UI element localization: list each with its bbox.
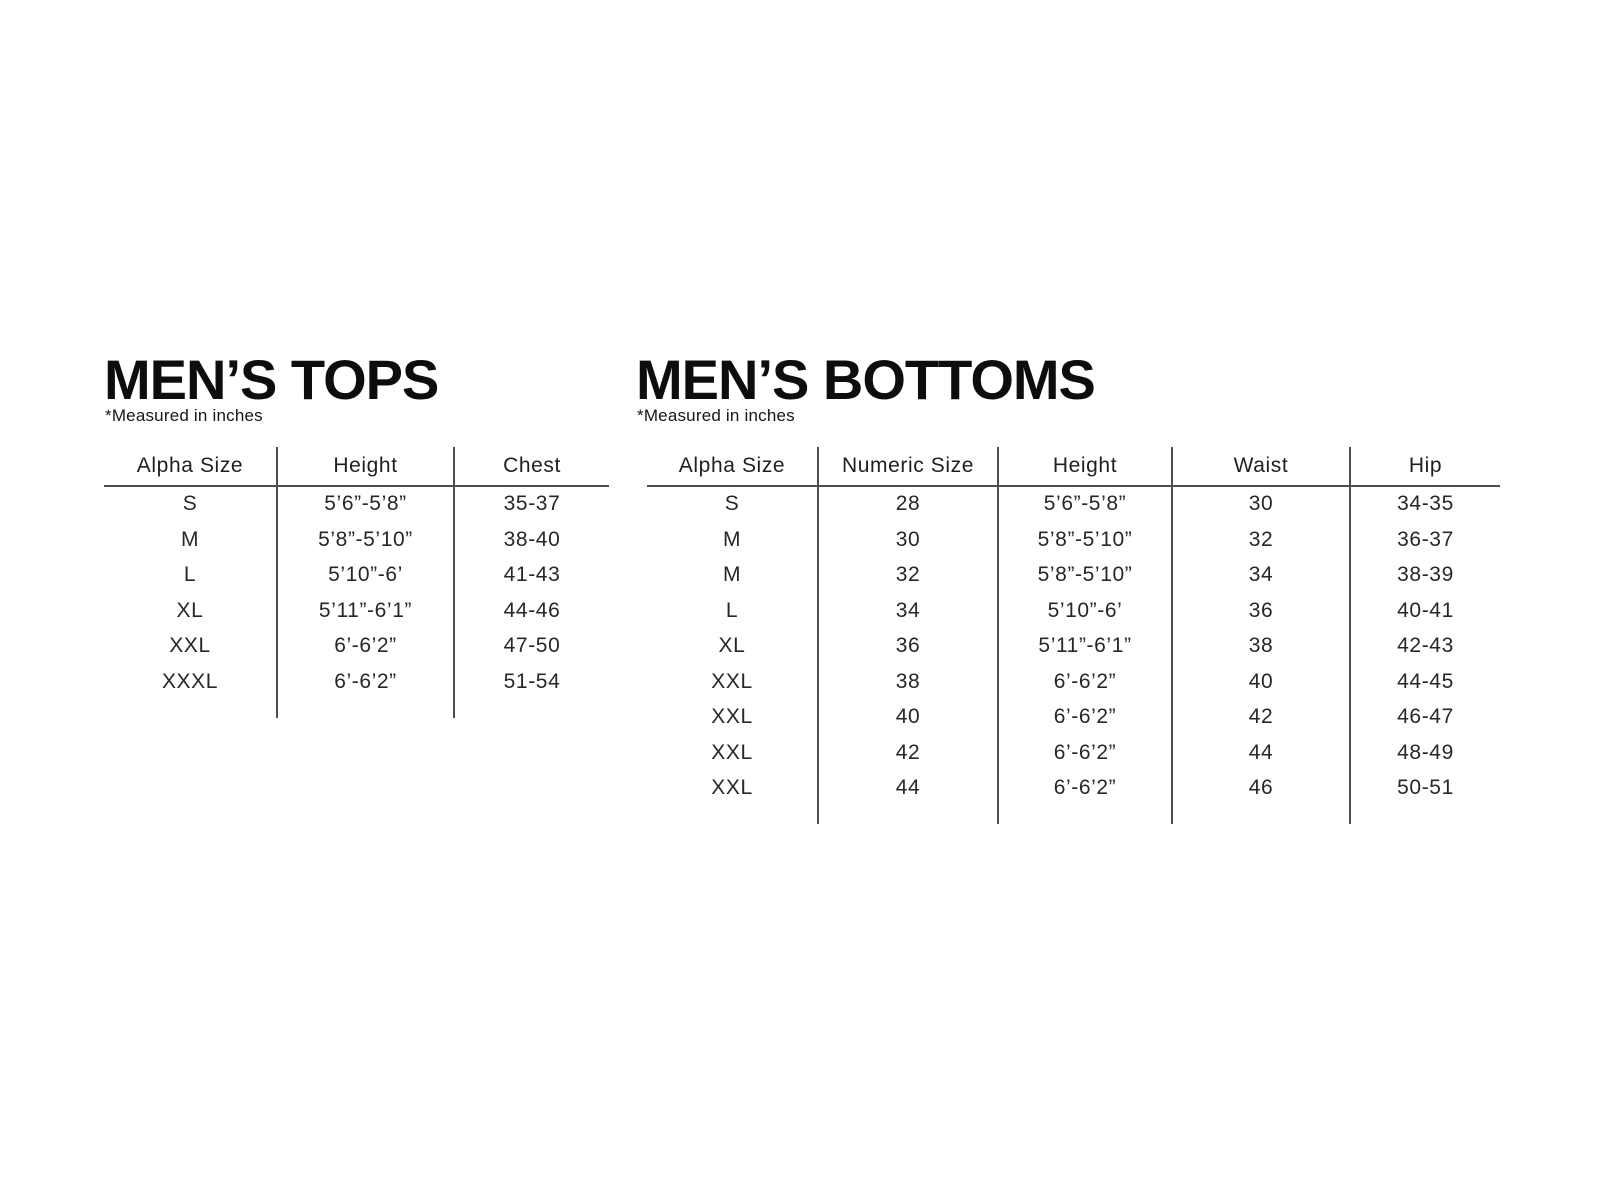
table-cell: 36-37 <box>1350 522 1500 558</box>
table-cell: 30 <box>1172 486 1350 523</box>
table-cell: 5’6”-5’8” <box>277 486 454 523</box>
table-spacer-cell <box>104 700 277 718</box>
table-cell: 6’-6’2” <box>998 771 1172 807</box>
table-cell: 38-39 <box>1350 558 1500 594</box>
table-cell: XL <box>718 634 746 658</box>
table-spacer-cell <box>647 806 818 824</box>
table-cell: M <box>180 527 200 551</box>
table-row <box>104 593 609 629</box>
table-cell: 38-40 <box>454 522 609 558</box>
table-cell: M <box>722 563 742 587</box>
table-spacer-cell <box>1172 806 1350 824</box>
table-row <box>647 486 1500 523</box>
mens-tops-section <box>104 348 624 718</box>
column-header-height: Height <box>998 447 1172 486</box>
table-cell: 6’-6’2” <box>277 664 454 700</box>
mens-bottoms-title: MEN’S BOTTOMS <box>636 348 1095 411</box>
table-row <box>647 664 1500 700</box>
table-spacer-row <box>104 700 609 718</box>
column-header-chest: Chest <box>454 447 609 486</box>
table-row <box>647 700 1500 736</box>
table-cell: 42-43 <box>1350 629 1500 665</box>
table-cell: 41-43 <box>454 558 609 594</box>
table-cell: 38 <box>1172 629 1350 665</box>
table-row <box>647 593 1500 629</box>
table-header-row <box>104 447 609 486</box>
table-cell: L <box>183 563 197 587</box>
table-row <box>104 629 609 665</box>
table-cell: 36 <box>1172 593 1350 629</box>
table-cell: S <box>182 492 198 516</box>
table-spacer-cell <box>998 806 1172 824</box>
table-cell: 42 <box>1172 700 1350 736</box>
table-cell: 5’11”-6’1” <box>998 629 1172 665</box>
column-header-hip: Hip <box>1350 447 1500 486</box>
table-row <box>104 664 609 700</box>
column-header-alpha-size: Alpha Size <box>647 447 818 486</box>
table-cell: XXL <box>169 634 211 658</box>
table-cell: 40 <box>818 700 998 736</box>
column-header-height: Height <box>277 447 454 486</box>
table-header-row <box>647 447 1500 486</box>
table-cell: 34-35 <box>1350 486 1500 523</box>
table-spacer-cell <box>454 700 609 718</box>
table-cell: 47-50 <box>454 629 609 665</box>
table-cell: 48-49 <box>1350 735 1500 771</box>
table-row <box>647 735 1500 771</box>
table-cell: 5’8”-5’10” <box>998 558 1172 594</box>
table-cell: 44-46 <box>454 593 609 629</box>
table-cell: 36 <box>818 629 998 665</box>
table-cell: 5’8”-5’10” <box>277 522 454 558</box>
table-cell: 5’11”-6’1” <box>277 593 454 629</box>
table-cell: 32 <box>818 558 998 594</box>
table-cell: XXL <box>711 669 753 693</box>
mens-bottoms-measurement-note: *Measured in inches <box>637 406 795 425</box>
table-row <box>647 558 1500 594</box>
table-spacer-cell <box>277 700 454 718</box>
table-cell: 6’-6’2” <box>998 700 1172 736</box>
table-row <box>647 629 1500 665</box>
table-cell: 38 <box>818 664 998 700</box>
table-cell: 6’-6’2” <box>277 629 454 665</box>
table-cell: 44 <box>1172 735 1350 771</box>
table-cell: 46-47 <box>1350 700 1500 736</box>
table-cell: 42 <box>818 735 998 771</box>
table-cell: 5’10”-6’ <box>998 593 1172 629</box>
table-cell: 6’-6’2” <box>998 735 1172 771</box>
table-row <box>104 522 609 558</box>
table-spacer-cell <box>1350 806 1500 824</box>
column-header-alpha-size: Alpha Size <box>104 447 277 486</box>
table-spacer-cell <box>818 806 998 824</box>
column-header-numeric-size: Numeric Size <box>818 447 998 486</box>
table-cell: L <box>725 598 739 622</box>
mens-tops-measurement-note: *Measured in inches <box>105 406 263 425</box>
table-cell: 35-37 <box>454 486 609 523</box>
table-cell: 6’-6’2” <box>998 664 1172 700</box>
mens-tops-title: MEN’S TOPS <box>104 348 439 411</box>
column-header-waist: Waist <box>1172 447 1350 486</box>
table-cell: 34 <box>1172 558 1350 594</box>
table-spacer-row <box>647 806 1500 824</box>
table-cell: 44 <box>818 771 998 807</box>
mens-tops-table <box>104 447 609 718</box>
table-cell: 50-51 <box>1350 771 1500 807</box>
table-cell: XL <box>176 598 204 622</box>
table-row <box>104 558 609 594</box>
mens-bottoms-table <box>647 447 1500 825</box>
table-cell: 44-45 <box>1350 664 1500 700</box>
table-cell: 34 <box>818 593 998 629</box>
table-cell: 5’6”-5’8” <box>998 486 1172 523</box>
table-cell: XXXL <box>161 669 219 693</box>
table-cell: XXL <box>711 705 753 729</box>
table-cell: 32 <box>1172 522 1350 558</box>
table-cell: 40-41 <box>1350 593 1500 629</box>
table-cell: 51-54 <box>454 664 609 700</box>
table-cell: 40 <box>1172 664 1350 700</box>
table-cell: 46 <box>1172 771 1350 807</box>
table-row <box>104 486 609 523</box>
table-cell: S <box>724 492 740 516</box>
table-cell: 5’10”-6’ <box>277 558 454 594</box>
table-cell: XXL <box>711 740 753 764</box>
table-cell: M <box>722 527 742 551</box>
table-cell: 5’8”-5’10” <box>998 522 1172 558</box>
table-row <box>647 522 1500 558</box>
table-cell: 30 <box>818 522 998 558</box>
table-cell: XXL <box>711 776 753 800</box>
mens-bottoms-section <box>636 348 1506 824</box>
table-row <box>647 771 1500 807</box>
table-cell: 28 <box>818 486 998 523</box>
